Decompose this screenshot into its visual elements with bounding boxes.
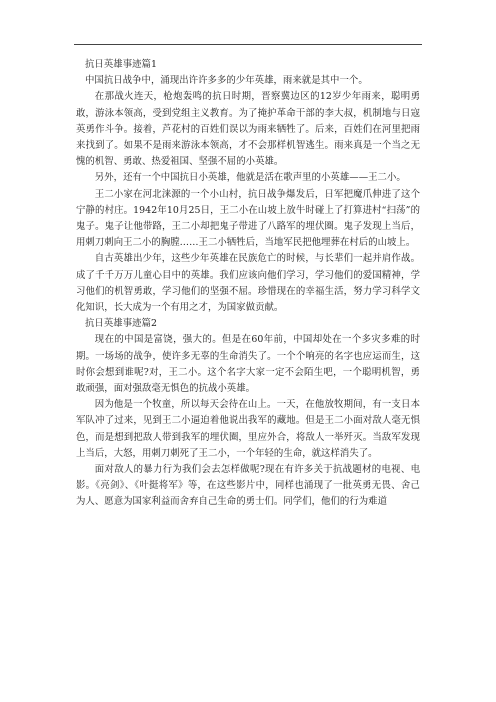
paragraph: 王二小家在河北涞源的一个小山村，抗日战争爆发后，日军把魔爪伸进了这个宁静的村庄。1942年10月25日，王二小在山坡上放牛时碰上了打算进村“扫荡”的鬼子。鬼子让他带路，王二小却把鬼子带进了八路军的埋伏圈。鬼子发现上当后，用刺刀刺向王二小的胸膛……王二小牺牲后，当地军民把他埋葬在村后的山坡上。 — [76, 188, 420, 249]
section-title: 抗日英雄事迹篇1 — [85, 59, 157, 70]
paragraph: 在那战火连天，枪炮轰鸣的抗日时期，晋察冀边区的12岁少年雨来，聪明勇敢，游泳本领高，受到党组主义教育。为了掩护革命干部的李大叔，机制地与日寇英勇作斗争。接着，芦花村的百姓们误以为雨来牺牲了。后来，百姓们在河里把雨来找到了。如果不是雨来游泳本领高，才不会那样机智逃生。雨来真是一个当之无愧的机智、勇敢、热爱祖国、坚强不屈的小英雄。 — [76, 91, 420, 168]
paragraph: 中国抗日战争中，涌现出许许多多的少年英雄，雨来就是其中一个。 — [85, 75, 368, 87]
section-title: 抗日英雄事迹篇2 — [85, 318, 157, 330]
header-rule — [74, 44, 422, 45]
paragraph: 因为他是一个牧童，所以每天会待在山上。一天，在他放牧期间，有一支日本军队冲了过来，见到王二小逼迫着他说出我军的藏地。但是王二小面对敌人毫无惧色，而是想到把敌人带到我军的埋伏圈，里应外合，将敌人一举歼灭。当敌军发现上当后，大怒，用刺刀刺死了王二小，一个年轻的生命，就这样消失了。 — [76, 399, 420, 459]
paragraph: 另外，还有一个中国抗日小英雄，他就是活在歌声里的小英雄——王二小。 — [94, 172, 406, 184]
paragraph: 自古英雄出少年，这些少年英雄在民族危亡的时候，与长辈们一起并肩作战。成了千千万万儿童心目中的英雄。我们应该向他们学习，学习他们的爱国精神，学习他们的机智勇敢，学习他们的坚强不屈。珍惜现在的幸福生活，努力学习科学文化知识，长大成为一个有用之才，为国家做贡献。 — [76, 253, 420, 314]
document-body — [76, 57, 420, 511]
paragraph: 面对敌人的暴力行为我们会去怎样做呢?现在有许多关于抗战题材的电视、电影。《亮剑》、《叶挺将军》等，在这些影片中，同样也涌现了一批英勇无畏、舍己为人、愿意为国家利益而舍弃自己生命的勇士们。同学们，他们的行为难道 — [76, 464, 420, 508]
paragraph: 现在的中国是富饶，强大的。但是在60年前，中国却处在一个多灾多难的时期。一场场的战争，使许多无辜的生命消失了。一个个响亮的名字也应运而生，这时你会想到谁呢?对，王二小。这个名字大家一定不会陌生吧，一个聪明机智，勇敢顽强，面对强敌毫无惧色的抗战小英雄。 — [76, 334, 420, 395]
